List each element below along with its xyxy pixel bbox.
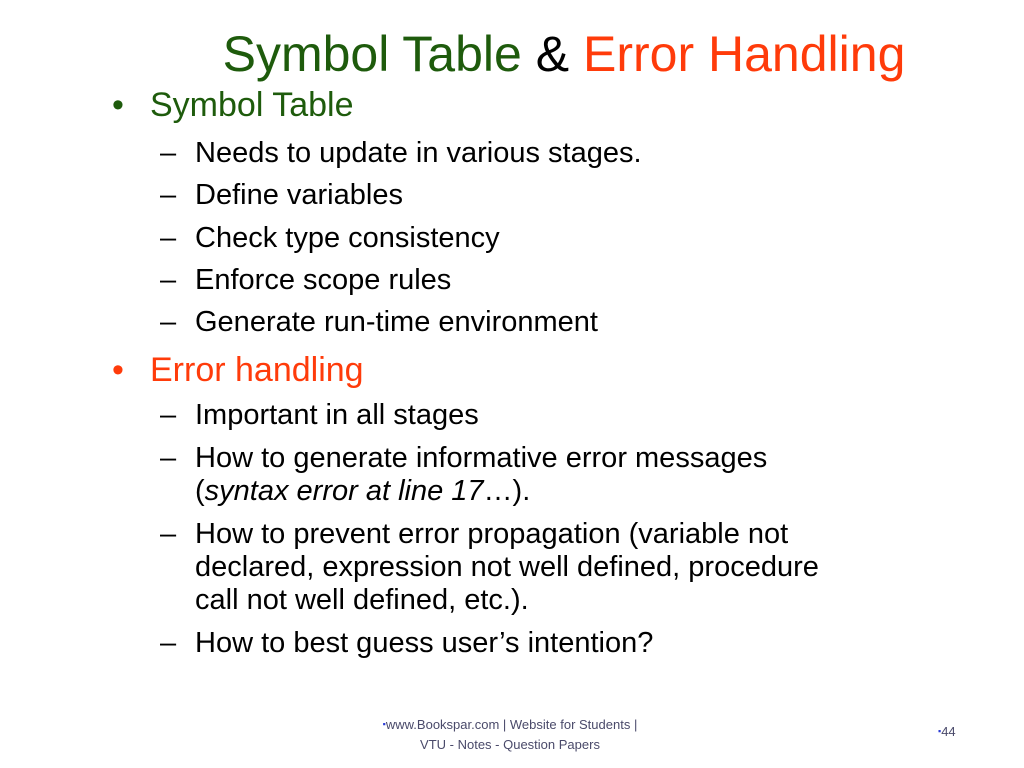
sub-item-continuation [160, 475, 767, 508]
paren-close: …). [483, 475, 531, 507]
sub-item [160, 264, 451, 297]
sub-item-text: Check type consistency [195, 222, 500, 254]
dash: – [160, 627, 177, 659]
sub-item [160, 627, 653, 660]
dash: – [160, 179, 177, 211]
dash: – [160, 264, 177, 296]
sub-item-text: How to prevent error propagation (variable not [195, 518, 789, 550]
bullet-dot: • [112, 351, 124, 389]
dash: – [160, 399, 177, 431]
sub-item-text: Needs to update in various stages. [195, 137, 642, 169]
dash: – [160, 222, 177, 254]
bullet-heading: Error handling [150, 351, 364, 389]
dash: – [160, 137, 177, 169]
footer-line-1 [360, 714, 660, 735]
sub-item-text: Define variables [195, 179, 403, 211]
sub-item-text: Important in all stages [195, 399, 479, 431]
title-symbol-table: Symbol Table [222, 26, 522, 82]
sub-item [160, 399, 479, 432]
sub-item-text: Generate run-time environment [195, 306, 598, 338]
dash: – [160, 442, 177, 474]
footer-link-text: www.Bookspar.com | Website for Students | [385, 717, 638, 732]
italic-example: syntax error at line 17 [204, 475, 484, 507]
bullet-heading: Symbol Table [150, 86, 354, 124]
square-bullet-icon: ▪ [938, 726, 942, 736]
sub-item-text: How to best guess user’s intention? [195, 627, 654, 659]
sub-item [160, 442, 767, 508]
sub-item-text: How to generate informative error messages [195, 442, 768, 474]
bullet-symbol-table [112, 85, 354, 125]
dash: – [160, 306, 177, 338]
sub-item-continuation: declared, expression not well defined, procedure [195, 551, 819, 583]
slide-title [0, 22, 1024, 86]
sub-item [160, 518, 819, 617]
sub-item-continuation: call not well defined, etc.). [195, 584, 529, 616]
sub-item [160, 306, 598, 339]
bullet-error-handling [112, 350, 364, 390]
page-number-text: 44 [941, 724, 956, 739]
bullet-dot: • [112, 86, 124, 124]
sub-item [160, 179, 403, 212]
sub-item-text: Enforce scope rules [195, 264, 452, 296]
footer-line-2: VTU - Notes - Question Papers [420, 737, 600, 752]
footer [360, 714, 660, 755]
title-error-handling: Error Handling [583, 26, 906, 82]
sub-item [160, 137, 642, 170]
sub-item [160, 222, 500, 255]
page-number [938, 724, 956, 739]
square-bullet-icon: ▪ [382, 719, 386, 729]
title-ampersand: & [535, 26, 570, 82]
dash: – [160, 518, 177, 550]
paren-open: ( [195, 475, 205, 507]
